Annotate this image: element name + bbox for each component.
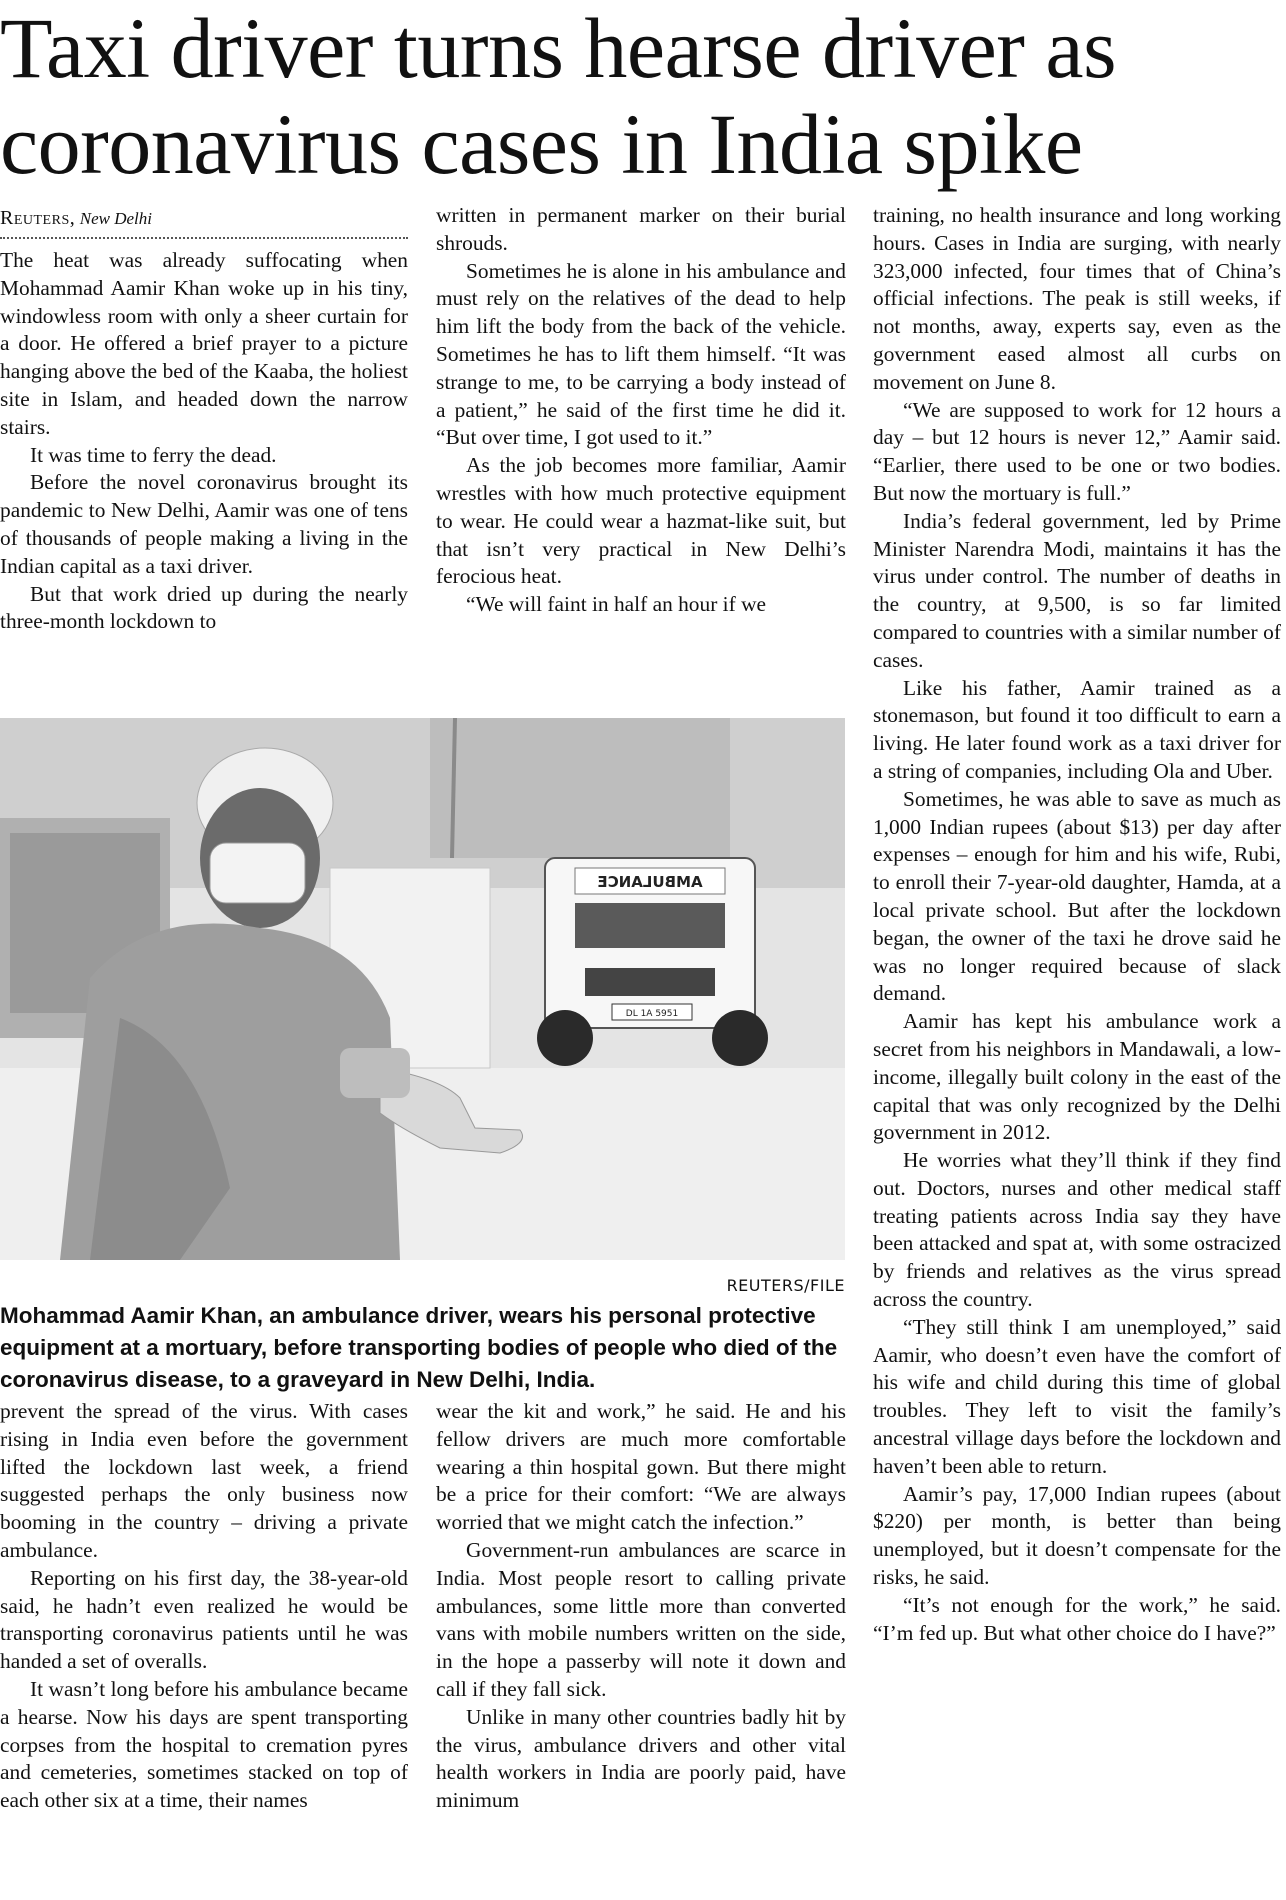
column-1-bottom xyxy=(0,1398,408,1893)
byline-agency: Reuters, xyxy=(0,207,76,229)
article-photo xyxy=(0,718,845,1260)
paragraph: He worries what they’ll think if they find out. Doctors, nurses and other medical staff treating patients across India say they have been attacked and spat at, with some ostracized by friends and relatives as the virus spread across the country. xyxy=(873,1148,1281,1312)
paragraph: It wasn’t long before his ambulance became a hearse. Now his days are spent transporting corpses from the hospital to cremation pyres and cemeteries, sometimes stacked on top of each other six at a time, their names xyxy=(0,1676,408,1813)
column-1-top xyxy=(0,247,408,687)
headline-line-1: Taxi driver turns hearse driver as xyxy=(0,0,1117,96)
paragraph: “We are supposed to work for 12 hours a day – but 12 hours is never 12,” Aamir said. “Earlier, there used to be one or two bodies. But now the mortuary is full.” xyxy=(873,397,1281,505)
paragraph: prevent the spread of the virus. With cases rising in India even before the government lifted the lockdown last week, a friend suggested perhaps the only business now booming in the country – driving a private ambulance. xyxy=(0,1399,408,1562)
headline-line-2: coronavirus cases in India spike xyxy=(0,96,1083,192)
paragraph: It was time to ferry the dead. xyxy=(30,442,277,467)
paragraph: Aamir’s pay, 17,000 Indian rupees (about $220) per month, is better than being unemployed, but it doesn’t compensate for the risks, he said. xyxy=(873,1481,1281,1590)
headline xyxy=(0,0,1286,192)
column-2-bottom xyxy=(436,1398,846,1893)
photo-illustration xyxy=(0,718,845,1260)
photo-credit: REUTERS/FILE xyxy=(726,1276,845,1295)
paragraph: Reporting on his first day, the 38-year-old said, he hadn’t even realized he would be transporting coronavirus patients until he was handed a set of overalls. xyxy=(0,1565,408,1674)
byline xyxy=(0,207,408,239)
paragraph: Before the novel coronavirus brought its pandemic to New Delhi, Aamir was one of tens of thousands of people making a living in the Indian capital as a taxi driver. xyxy=(0,470,408,578)
paragraph: “It’s not enough for the work,” he said. “I’m fed up. But what other choice do I have?” xyxy=(873,1592,1281,1645)
paragraph: As the job becomes more familiar, Aamir wrestles with how much protective equipment to wear. He could wear a hazmat-like suit, but that isn’t very practical in New Delhi’s ferocious heat. xyxy=(436,453,846,589)
svg-text:DL 1A 5951: DL 1A 5951 xyxy=(625,1009,679,1019)
column-2-top xyxy=(436,202,846,697)
paragraph: India’s federal government, led by Prime Minister Narendra Modi, maintains it has the virus under control. The number of deaths in the country, at 9,500, is so far limited compared to countries with a similar number of cases. xyxy=(873,508,1281,672)
paragraph: training, no health insurance and long working hours. Cases in India are surging, with nearly 323,000 infected, four times that of China’s official infections. The peak is still weeks, if not months, away, experts say, even as the government eased almost all curbs on movement on June 8. xyxy=(873,203,1281,394)
photo-caption: Mohammad Aamir Khan, an ambulance driver, wears his personal protective equipment at a mortuary, before transporting bodies of people who died of the coronavirus disease, to a graveyard in New Delhi, India. xyxy=(0,1303,838,1392)
paragraph: “They still think I am unemployed,” said Aamir, who doesn’t even have the comfort of his wife and child during this time of global troubles. They left to visit the family’s ancestral village days before the lockdown and haven’t been able to return. xyxy=(873,1314,1281,1478)
paragraph: Unlike in many other countries badly hit by the virus, ambulance drivers and other vital health workers in India are poorly paid, have minimum xyxy=(436,1704,846,1813)
paragraph: Like his father, Aamir trained as a stonemason, but found it too difficult to earn a living. He later found work as a taxi driver for a string of companies, including Ola and Uber. xyxy=(873,675,1281,783)
paragraph: The heat was already suffocating when Mohammad Aamir Khan woke up in his tiny, windowless room with only a sheer curtain for a door. He offered a brief prayer to a picture hanging above the bed of the Kaaba, the holiest site in Islam, and headed down the narrow stairs. xyxy=(0,248,408,439)
column-3 xyxy=(873,202,1281,1897)
svg-text:AMBULANCE: AMBULANCE xyxy=(597,873,703,891)
paragraph: Sometimes he is alone in his ambulance and must rely on the relatives of the dead to help him lift the body from the back of the vehicle. Sometimes he has to lift them himself. “It was strange to me, to be carrying a body instead of a patient,” he said of the first time he did it. “But over time, I got used to it.” xyxy=(436,258,846,450)
paragraph: wear the kit and work,” he said. He and his fellow drivers are much more comfortable wearing a thin hospital gown. But there might be a price for their comfort: “We are always worried that we might catch the infection.” xyxy=(436,1399,846,1535)
byline-place: New Delhi xyxy=(79,209,152,228)
paragraph: “We will faint in half an hour if we xyxy=(466,592,767,617)
paragraph: Sometimes, he was able to save as much as 1,000 Indian rupees (about $13) per day after expenses – enough for him and his wife, Rubi, to enroll their 7-year-old daughter, Hamda, at a local private school. But after the lockdown began, the owner of the taxi he drove said he was no longer required because of slack demand. xyxy=(873,786,1281,1006)
paragraph: written in permanent marker on their burial shrouds. xyxy=(436,203,846,255)
paragraph: Government-run ambulances are scarce in India. Most people resort to calling private ambulances, some little more than converted vans with mobile numbers written on the side, in the hope a passerby will note it down and call if they fall sick. xyxy=(436,1537,846,1701)
paragraph: Aamir has kept his ambulance work a secret from his neighbors in Mandawali, a low-income, illegally built colony in the east of the capital that was only recognized by the Delhi government in 2012. xyxy=(873,1009,1281,1145)
paragraph: But that work dried up during the nearly three-month lockdown to xyxy=(0,581,408,634)
